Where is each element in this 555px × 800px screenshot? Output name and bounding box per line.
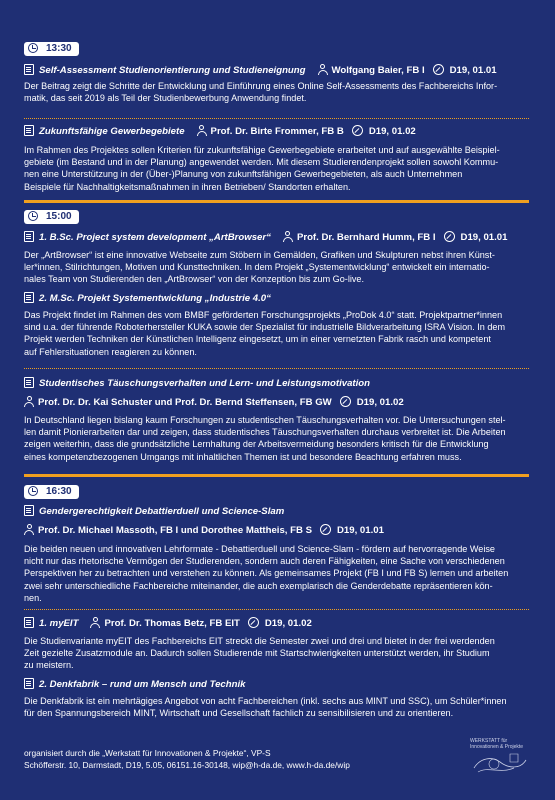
session-description: Der Beitrag zeigt die Schritte der Entwicklung und Einführung eines Online Self-Assessments des Fachbereichs Infor- matik, das seit 2019 als Teil der Studienbewerbung Anwendung findet. (24, 81, 498, 104)
session-room: D19, 01.02 (264, 618, 312, 629)
session-title: 2. Denkfabrik – rund um Mensch und Technik (39, 679, 246, 690)
document-icon (24, 377, 34, 388)
session-description: Das Projekt findet im Rahmen des vom BMBF geförderten Forschungsprojekts „ProDok 4.0“ statt. Projektpartner*innen sind u.a. der führende Roboterhersteller KUKA sowie der Spezialist für industrielle Bildverarbeitung ISRA Vision. In dem Projekt werden Techniken der Künstlichen Intelligenz eingesetzt, um in einer vernetzten Fabrik rasch und kompetent auf Fehlersituationen reagieren zu können. (24, 310, 506, 357)
session-header (24, 64, 529, 77)
room-icon (352, 125, 363, 136)
session-speaker: Prof. Dr. Bernhard Humm, FB I (296, 232, 436, 243)
session-title: Self-Assessment Studienorientierung und Studieneignung (39, 65, 306, 76)
session-entry (24, 231, 529, 286)
person-icon (24, 524, 34, 535)
session-speaker-line (24, 524, 529, 537)
clock-icon (28, 486, 38, 496)
room-icon (433, 64, 444, 75)
session-title: 2. M.Sc. Projekt Systementwicklung „Industrie 4.0“ (39, 293, 271, 304)
room-icon (340, 396, 351, 407)
room-icon (248, 617, 259, 628)
session-entry (24, 377, 529, 463)
logo-sketch-icon (470, 750, 530, 776)
session-speaker: Prof. Dr. Dr. Kai Schuster und Prof. Dr. Bernd Steffensen, FB GW (38, 397, 332, 408)
session-entry (24, 617, 529, 672)
document-icon (24, 64, 34, 75)
time-badge: 15:00 (24, 210, 79, 224)
session-header (24, 125, 529, 138)
session-entry (24, 505, 529, 604)
session-room: D19, 01.01 (449, 65, 497, 76)
session-speaker: Prof. Dr. Thomas Betz, FB EIT (104, 618, 240, 629)
divider (24, 118, 529, 119)
person-icon (283, 231, 293, 242)
clock-icon (28, 211, 38, 221)
session-speaker-line (24, 396, 529, 409)
footer-organizer: organisiert durch die „Werkstatt für Innovationen & Projekte“, VP-S (24, 748, 271, 758)
session-entry (24, 678, 529, 719)
session-title: Studentisches Täuschungsverhalten und Lern- und Leistungsmotivation (39, 378, 371, 389)
session-room: D19, 01.01 (460, 232, 508, 243)
session-title: 1. B.Sc. Project system development „ArtBrowser“ (39, 232, 271, 243)
session-room: D19, 01.02 (356, 397, 404, 408)
section-divider (24, 200, 529, 203)
footer-address: Schöfferstr. 10, Darmstadt, D19, 5.05, 06151.16-30148, wip@h-da.de, www.h-da.de/wip (24, 759, 350, 770)
session-title: Gendergerechtigkeit Debattierduell und Science-Slam (39, 506, 285, 517)
document-icon (24, 125, 34, 136)
document-icon (24, 505, 34, 516)
session-header (24, 231, 529, 244)
person-icon (197, 125, 207, 136)
room-icon (320, 524, 331, 535)
session-speaker: Wolfgang Baier, FB I (331, 65, 425, 76)
logo-text: WERKSTATT für Innovationen & Projekte (470, 738, 524, 750)
session-header (24, 292, 529, 305)
person-icon (90, 617, 100, 628)
session-header (24, 678, 529, 691)
session-description: Der „ArtBrowser“ ist eine innovative Webseite zum Stöbern in Gemälden, Grafiken und Skulpturen nebst ihren Künst- ler*innen, Stilrichtungen, Motiven und Kunsttechniken. In dem Projekt „Systementwicklung“ entwickelt ein internatio- nales Team von Studierenden den „ArtBrowser“ von der Konzeption bis zum Go-live. (24, 250, 495, 285)
document-icon (24, 617, 34, 628)
session-speaker: Prof. Dr. Birte Frommer, FB B (210, 126, 344, 137)
session-entry (24, 64, 529, 104)
clock-icon (28, 43, 38, 53)
session-room: D19, 01.01 (336, 525, 384, 536)
footer (24, 748, 350, 771)
room-icon (444, 231, 455, 242)
person-icon (24, 396, 34, 407)
session-title: 1. myEIT (39, 618, 79, 629)
time-badge: 16:30 (24, 485, 79, 499)
time-badge: 13:30 (24, 42, 79, 56)
section-divider (24, 474, 529, 477)
session-room: D19, 01.02 (368, 126, 416, 137)
session-description: Die beiden neuen und innovativen Lehrformate - Debattierduell und Science-Slam - fördern auf hervorragende Weise nicht nur das rhetorische Vermögen der Studierenden, sondern auch deren Fähigkeiten, eine Sache von verschiedenen Perspektiven her zu betrachten und verstehen zu können. Als gemeinsames Projekt (FB I und FB S) lernen und arbeiten zwei sehr unterschiedliche Fachbereiche miteinander, die auch exemplarisch die Genderdebatte repräsentieren kön- nen. (24, 544, 509, 603)
session-header (24, 377, 529, 390)
document-icon (24, 292, 34, 303)
session-speaker: Prof. Dr. Michael Massoth, FB I und Dorothee Mattheis, FB S (38, 525, 312, 536)
session-header (24, 617, 529, 630)
session-description: Im Rahmen des Projektes sollen Kriterien für zukunftsfähige Gewerbegebiete erarbeitet und auf ausgewählte Beispiel- gebiete (im Bestand und in der Planung) angewendet werden. Mit diesem Studierendenprojekt sollen sowohl Kommu- nen eine Unterstützung in der (Über-)Planung von zukunftsfähigen Gewerbegebieten, als auch Unternehmen Beispiele für Nachhaltigkeitsmaßnahmen in ihren Betrieben/ Standorten erhalten. (24, 145, 500, 192)
divider (24, 368, 529, 369)
person-icon (318, 64, 328, 75)
session-description: Die Studienvariante myEIT des Fachbereichs EIT streckt die Semester zwei und drei und bietet in der frei werdenden Zeit gezielte Zusatzmodule an. Dadurch sollen Studierende mit Startschwierigkeiten unterstützt werden, ihr Studium zu meistern. (24, 636, 495, 671)
session-entry (24, 292, 529, 358)
session-title: Zukunftsfähige Gewerbegebiete (39, 126, 185, 137)
document-icon (24, 678, 34, 689)
divider (24, 609, 529, 610)
session-description: In Deutschland liegen bislang kaum Forschungen zu studentischen Täuschungsverhalten vor. Die Untersuchungen stel- len damit Pionierarbeiten dar und zeigen, dass studentisches Täuschungsverhalten durchaus verbreitet ist. Die Arbeiten zeigen weiterhin, dass die grundsätzliche Lernhaltung der Arbeitsvermeidung besonders kritisch für die Entwicklung eines kompetenzbezogenen Umgangs mit inhaltlichen Themen ist und besondere Beachtung erfahren muss. (24, 415, 506, 462)
session-description: Die Denkfabrik ist ein mehrtägiges Angebot von acht Fachbereichen (inkl. sechs aus MINT und SSC), um Schüler*innen für den Spannungsbereich MINT, Wirtschaft und Gesellschaft fachlich zu sensibilisieren und zu orientieren. (24, 696, 507, 719)
session-entry (24, 125, 529, 193)
document-icon (24, 231, 34, 242)
session-header (24, 505, 529, 518)
werkstatt-logo (470, 738, 530, 778)
